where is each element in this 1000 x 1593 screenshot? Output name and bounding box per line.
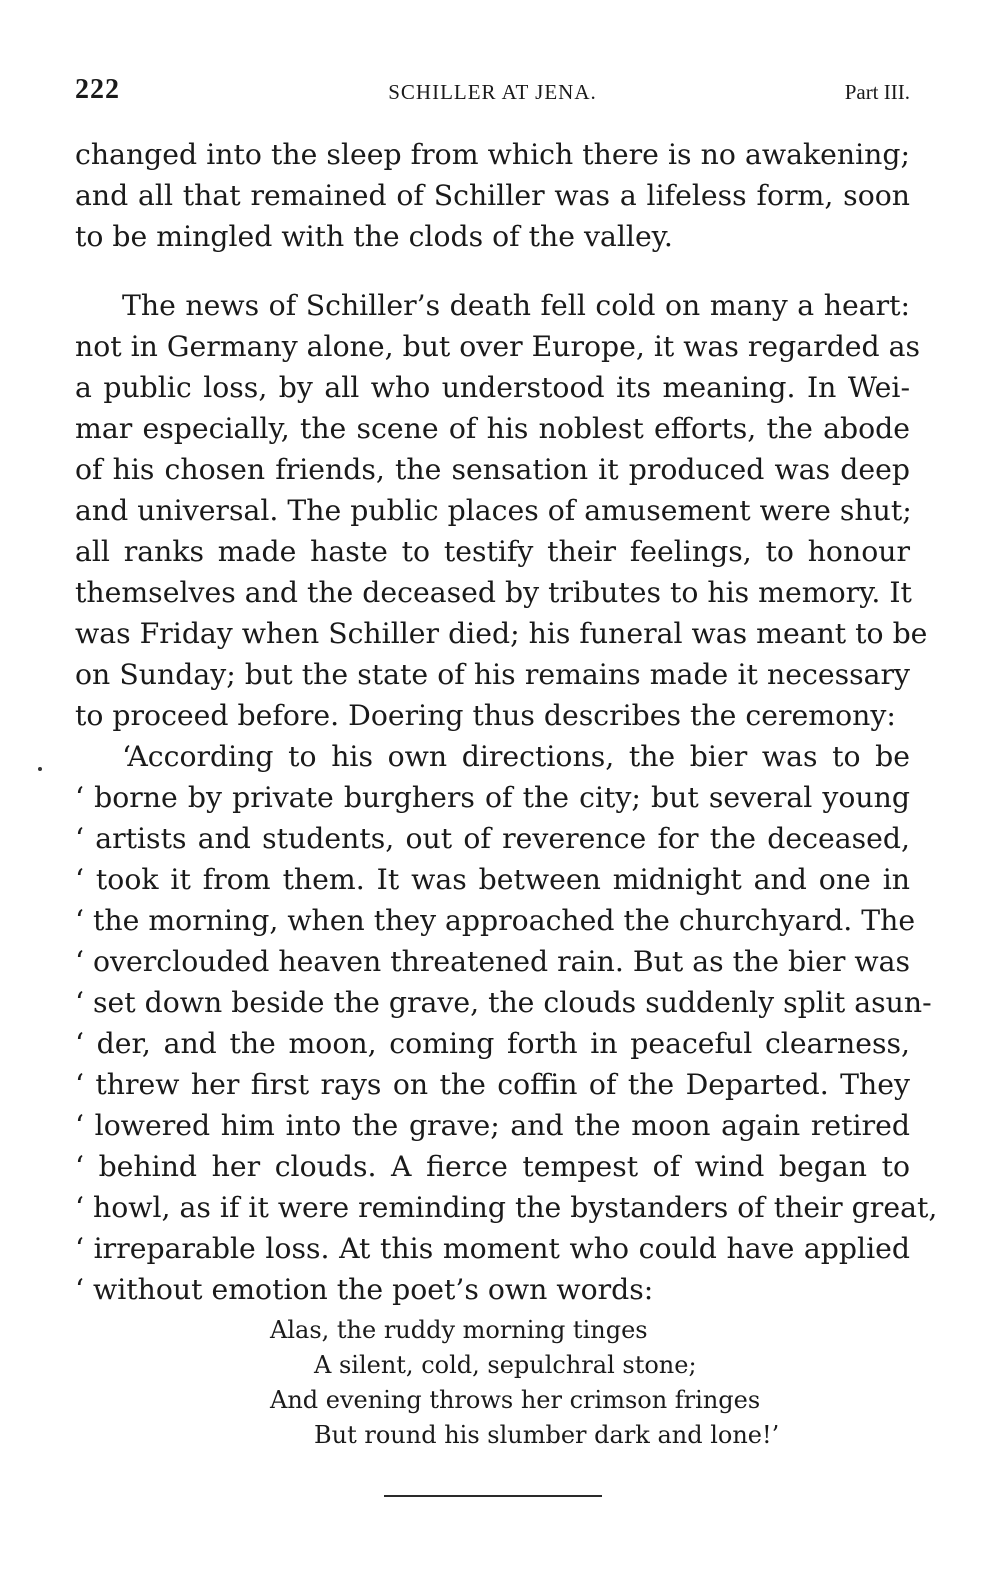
text-line: to be mingled with the clods of the valley. <box>75 220 673 253</box>
text-line: not in Germany alone, but over Europe, it was regarded as <box>75 330 921 363</box>
paragraph-gap <box>75 257 910 285</box>
text-line: on Sunday; but the state of his remains made it necessary <box>75 658 910 691</box>
running-title: SCHILLER AT JENA. <box>388 80 597 104</box>
quote-line: ‘ took it from them. It was between midnight and one in <box>75 863 910 896</box>
text-line: and universal. The public places of amusement were shut; <box>75 494 912 527</box>
text-line: and all that remained of Schiller was a lifeless form, soon <box>75 179 910 212</box>
quote-line: ‘ threw her first rays on the coffin of the Departed. They <box>75 1068 910 1101</box>
quote-line: ‘ lowered him into the grave; and the moon again retired <box>75 1109 910 1142</box>
quote-line: ‘ irreparable loss. At this moment who could have applied <box>75 1232 910 1265</box>
text-line: themselves and the deceased by tributes to his memory. It <box>75 576 912 609</box>
verse-stanza <box>270 1313 779 1453</box>
quote-line: ‘ the morning, when they approached the churchyard. The <box>75 904 916 937</box>
text-line: The news of Schiller’s death fell cold on many a heart: <box>122 289 910 322</box>
paragraph-news-of-death <box>75 285 928 736</box>
verse-line: And evening throws her crimson fringes <box>270 1386 761 1414</box>
quote-line: ‘ howl, as if it were reminding the bystanders of their great, <box>75 1191 938 1224</box>
text-line: mar especially, the scene of his noblest efforts, the abode <box>75 412 910 445</box>
quote-line: ‘ der, and the moon, coming forth in peaceful clearness, <box>75 1027 910 1060</box>
quote-line: ‘ borne by private burghers of the city; but several young <box>75 781 910 814</box>
part-label: Part III. <box>844 80 910 104</box>
text-line: was Friday when Schiller died; his funeral was meant to be <box>75 617 928 650</box>
quote-line: ‘ set down beside the grave, the clouds suddenly split asun- <box>75 986 932 1019</box>
quote-line: ‘ overclouded heaven threatened rain. But as the bier was <box>75 945 910 978</box>
text-line: changed into the sleep from which there is no awakening; <box>75 138 910 171</box>
paragraph-continued <box>75 134 910 257</box>
text-line: all ranks made haste to testify their feelings, to honour <box>75 535 910 568</box>
text-line: a public loss, by all who understood its meaning. In Wei- <box>75 371 910 404</box>
body-text <box>75 134 938 1310</box>
verse-line: But round his slumber dark and lone!’ <box>314 1421 780 1449</box>
quote-line: ‘ artists and students, out of reverence for the deceased, <box>75 822 910 855</box>
quote-line: ‘ behind her clouds. A fierce tempest of wind began to <box>75 1150 910 1183</box>
text-line: of his chosen friends, the sensation it produced was deep <box>75 453 910 486</box>
verse-line: Alas, the ruddy morning tinges <box>270 1316 648 1344</box>
quote-line: ‘ without emotion the poet’s own words: <box>75 1273 654 1306</box>
text-line: to proceed before. Doering thus describes the ceremony: <box>75 699 896 732</box>
running-head <box>75 74 910 110</box>
verse-line: A silent, cold, sepulchral stone; <box>314 1351 697 1379</box>
section-divider-rule <box>384 1495 602 1497</box>
page-number: 222 <box>75 74 120 105</box>
ink-speck <box>38 767 42 771</box>
quote-line: ‘According to his own directions, the bier was to be <box>122 740 910 773</box>
quotation-doering <box>75 736 938 1310</box>
